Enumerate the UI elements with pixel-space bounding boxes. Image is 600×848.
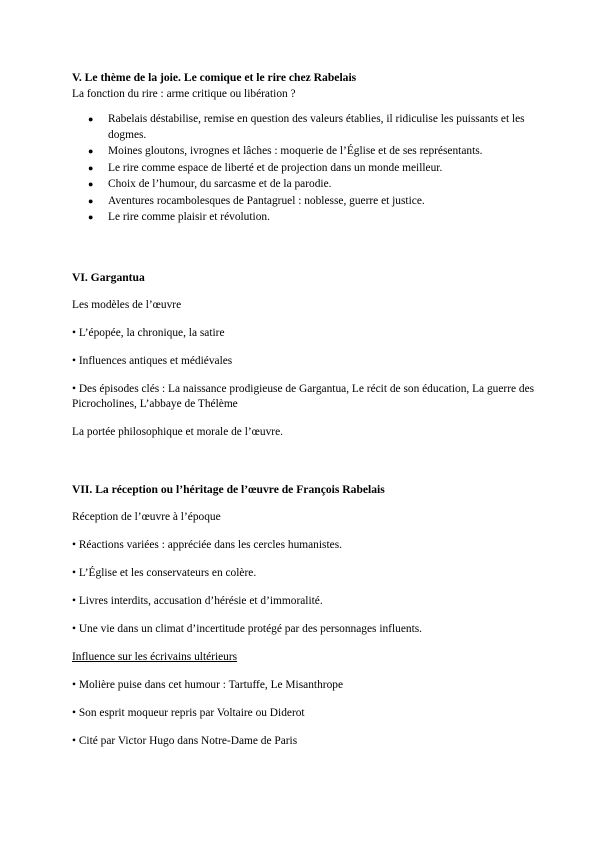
section-7-heading: VII. La réception ou l’héritage de l’œuvre de François Rabelais <box>72 483 385 496</box>
section-6 <box>72 270 542 440</box>
paragraph: • Molière puise dans cet humour : Tartuffe, Le Misanthrope <box>72 679 344 691</box>
paragraph: • Son esprit moqueur repris par Voltaire ou Diderot <box>72 707 305 719</box>
list-item <box>72 112 542 143</box>
list-item-text: Rabelais déstabilise, remise en question des valeurs établies, il ridiculise les puissants et les dogmes. <box>108 113 525 141</box>
paragraph: • Cité par Victor Hugo dans Notre-Dame de Paris <box>72 735 298 747</box>
section-5-heading: V. Le thème de la joie. Le comique et le rire chez Rabelais <box>72 71 357 84</box>
list-item <box>72 177 542 193</box>
paragraph: • Une vie dans un climat d’incertitude protégé par des personnages influents. <box>72 623 423 635</box>
paragraph: • Réactions variées : appréciée dans les cercles humanistes. <box>72 539 342 551</box>
list-item <box>72 161 542 177</box>
section-5 <box>72 70 542 226</box>
list-item-text: Aventures rocambolesques de Pantagruel : noblesse, guerre et justice. <box>108 194 425 207</box>
bullet-icon: ● <box>88 179 94 189</box>
list-item <box>72 210 542 226</box>
bullet-icon: ● <box>88 114 94 124</box>
section-5-bullet-list <box>72 112 542 226</box>
section-5-subtitle: La fonction du rire : arme critique ou libération ? <box>72 88 296 100</box>
paragraph: Les modèles de l’œuvre <box>72 299 182 311</box>
paragraph: • L’épopée, la chronique, la satire <box>72 327 225 339</box>
document-page <box>72 70 542 747</box>
bullet-icon: ● <box>88 195 94 206</box>
list-item <box>72 144 542 160</box>
list-item-text: Le rire comme plaisir et révolution. <box>108 211 270 223</box>
bullet-icon: ● <box>88 212 94 222</box>
list-item-text: Moines gloutons, ivrognes et lâches : moquerie de l’Église et de ses représentants. <box>108 145 483 157</box>
bullet-icon: ● <box>88 162 94 173</box>
bullet-icon: ● <box>88 146 94 156</box>
paragraph: Réception de l’œuvre à l’époque <box>72 511 221 523</box>
list-item-text: Choix de l’humour, du sarcasme et de la parodie. <box>108 178 332 190</box>
influence-subheading: Influence sur les écrivains ultérieurs <box>72 651 238 663</box>
section-7 <box>72 482 422 749</box>
paragraph: • L’Église et les conservateurs en colère. <box>72 567 257 579</box>
list-item <box>72 194 542 210</box>
list-item-text: Le rire comme espace de liberté et de projection dans un monde meilleur. <box>108 161 443 174</box>
section-6-heading: VI. Gargantua <box>72 271 145 284</box>
paragraph: • Des épisodes clés : La naissance prodigieuse de Gargantua, Le récit de son éducation, La guerre des Picrocholines, L’abbaye de Thélème <box>72 383 535 410</box>
paragraph: • Livres interdits, accusation d’hérésie et d’immoralité. <box>72 595 323 607</box>
paragraph: La portée philosophique et morale de l’œuvre. <box>72 426 283 438</box>
paragraph: • Influences antiques et médiévales <box>72 355 233 367</box>
